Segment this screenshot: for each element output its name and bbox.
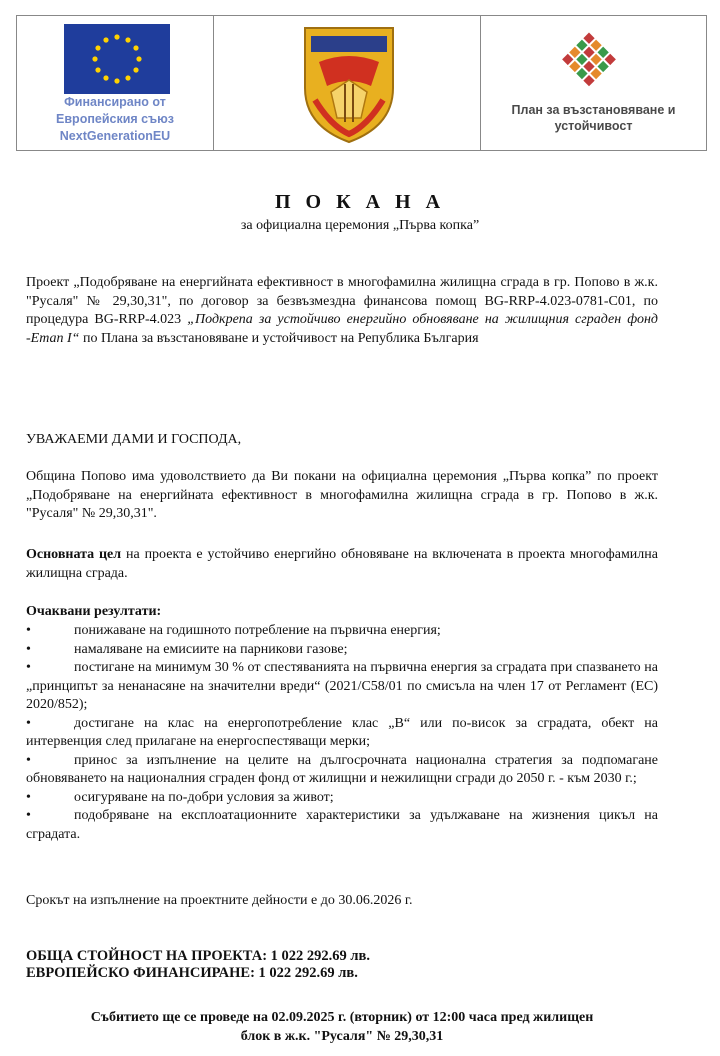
header-logos <box>16 15 707 151</box>
list-item: • достигане на клас на енергопотребление клас „B“ или по-висок за сградата, обект на интервенция след прилагане на енергоспестяващи мерки; <box>26 715 658 749</box>
list-item: • понижаване на годишното потребление на първична енергия; <box>26 622 658 641</box>
eu-logo-cell <box>17 16 214 150</box>
total-value: ОБЩА СТОЙНОСТ НА ПРОЕКТА: 1 022 292.69 лв. <box>26 948 370 964</box>
rrp-caption: План за възстановяване и устойчивост <box>511 103 676 133</box>
popovo-crest-icon <box>301 22 397 146</box>
crest-cell <box>214 16 481 150</box>
bullet-icon: • <box>26 623 31 638</box>
document-subtitle: за официална церемония „Първа копка” <box>240 218 480 233</box>
list-item: • осигуряване на по-добри условия за живот; <box>26 789 658 808</box>
bullet-icon: • <box>26 752 31 768</box>
recovery-plan-logo-icon <box>557 26 621 90</box>
list-item: • постигане на минимум 30 % от спестяванията на първична енергия за сградата при спазването на „принципът за ненанасяне на значителни вреди“ (2021/C58/01 по смисъла на член 17 от Регламент (ЕС) 2020/852); <box>26 660 658 712</box>
results-list <box>26 622 658 844</box>
bullet-icon: • <box>26 789 31 805</box>
project-term: Срокът на изпълнение на проектните дейности е до 30.06.2026 г. <box>26 893 413 908</box>
document-title: П О К А Н А <box>274 191 446 213</box>
results-heading: Очаквани резултати: <box>26 604 162 619</box>
rrp-logo-cell <box>481 16 706 150</box>
eu-flag-icon <box>64 24 170 94</box>
bullet-icon: • <box>26 641 31 657</box>
list-item: • принос за изпълнение на целите на дългосрочната национална стратегия за подпомагане обновяването на националния сграден фонд от жилищни и нежилищни сгради до 2050 г. - към 2030 г.; <box>26 752 658 786</box>
project-intro: Проект „Подобряване на енергийната ефективност в многофамилна жилищна сграда в гр. Попово в ж.к. "Русаля" № 29,30,31", по договор за безвъзмездна финансова помощ BG-RRP-4.023-0781-C01, по процедура BG-RRP-4.023 „Подкрепа за устойчиво енергийно обновяване на жилищния сграден фонд -Етап I“ по Плана за възстановяване и устойчивост на Република България <box>26 275 658 346</box>
eu-funding: ЕВРОПЕЙСКО ФИНАНСИРАНЕ: 1 022 292.69 лв. <box>26 965 358 981</box>
greeting: УВАЖАЕМИ ДАМИ И ГОСПОДА, <box>26 432 242 447</box>
bullet-icon: • <box>26 715 31 731</box>
list-item: • подобряване на експлоатационните характеристики за удължаване на жизнения цикъл на сградата. <box>26 808 658 842</box>
ceremony-details: Събитието ще се проведе на 02.09.2025 г. (вторник) от 12:00 часа пред жилищен блок в ж.к. "Русаля" № 29,30,31 <box>90 1010 594 1044</box>
project-goal: Основната цел на проекта е устойчиво енергийно обновяване на включената в проекта многофамилна жилищна сграда. <box>26 547 658 581</box>
invitation-text: Община Попово има удоволствието да Ви покани на официална церемония „Първа копка” по проект „Подобряване на енергийната ефективност в многофамилна жилищна сграда в гр. Попово в ж.к. "Русаля" № 29,30,31". <box>26 469 658 521</box>
list-item: • намаляване на емисиите на парникови газове; <box>26 641 658 660</box>
bullet-icon: • <box>26 660 31 675</box>
bullet-icon: • <box>26 808 31 823</box>
eu-caption: Финансирано от Европейския съюз NextGenerationEU <box>56 95 174 143</box>
project-totals <box>26 948 370 982</box>
